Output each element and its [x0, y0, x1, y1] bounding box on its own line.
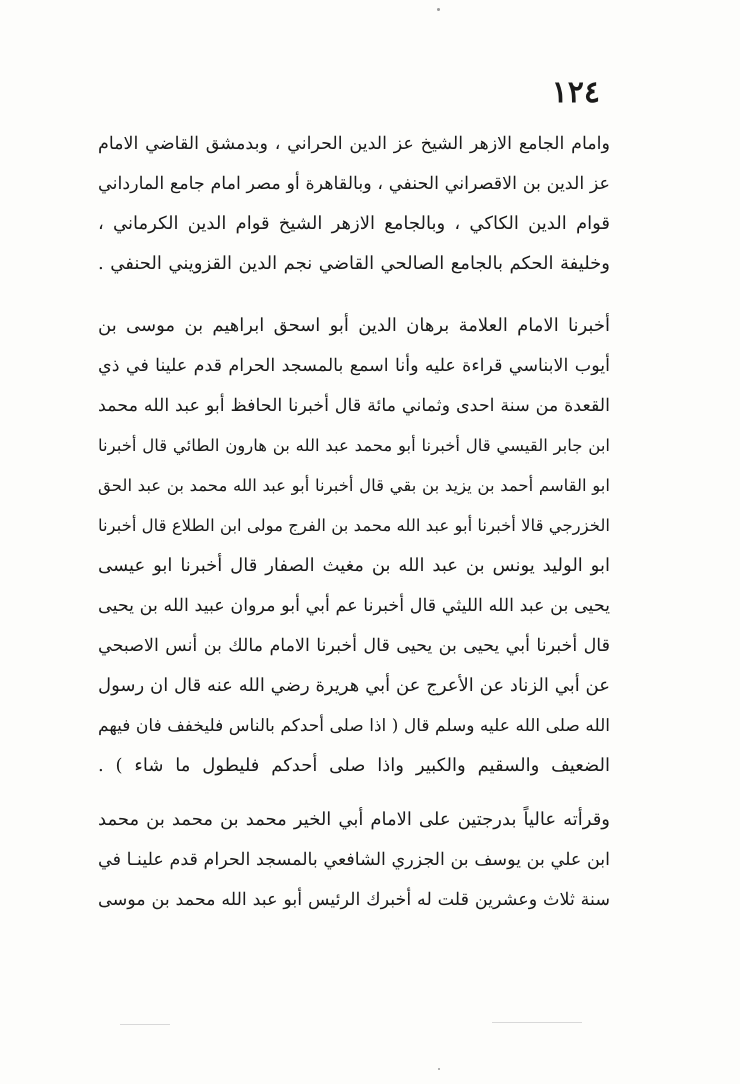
text-line: عز الدين بن الاقصراني الحنفي ، وبالقاهرة أو مصر امام جامع المارداني — [98, 174, 610, 194]
text-line: ابن جابر القيسي قال أخبرنا أبو محمد عبد الله بن هارون الطائي قال أخبرنا — [98, 436, 610, 455]
paragraph — [98, 124, 610, 284]
text-line: يحيى بن عبد الله الليثي قال أخبرنا عم أبي أبو مروان عبيد الله بن يحيى — [98, 596, 610, 616]
text-line: قوام الدين الكاكي ، وبالجامع الازهر الشيخ قوام الدين الكرماني ، — [98, 213, 610, 234]
scan-artifact-line — [120, 1024, 170, 1025]
text-line: وامام الجامع الازهر الشيخ عز الدين الحراني ، وبدمشق القاضي الامام — [98, 134, 610, 154]
text-line: عن أبي الزناد عن الأعرج عن أبي هريرة رضي الله عنه قال ان رسول — [98, 675, 610, 696]
text-line: ابن علي بن يوسف بن الجزري الشافعي بالمسجد الحرام قدم علينـا في — [98, 850, 610, 870]
text-line: سنة ثلاث وعشرين قلت له أخبرك الرئيس أبو عبد الله محمد بن موسى — [98, 890, 610, 910]
text-line: الضعيف والسقيم والكبير واذا صلى أحدكم فليطول ما شاء ) . — [98, 755, 610, 776]
text-line: القعدة من سنة احدى وثماني مائة قال أخبرنا الحافظ أبو عبد الله محمد — [98, 396, 610, 416]
page-number: ١٢٤ — [551, 75, 600, 110]
text-line: الله صلى الله عليه وسلم قال ( اذا صلى أحدكم بالناس فليخفف فان فيهم — [98, 716, 610, 736]
scan-speck — [438, 1068, 440, 1070]
text-line: قال أخبرنا أبي يحيى بن يحيى قال أخبرنا الامام مالك بن أنس الاصبحي — [98, 636, 610, 656]
text-line: الخزرجي قالا أخبرنا أبو عبد الله محمد بن الفرج مولى ابن الطلاع قال أخبرنا — [98, 516, 610, 535]
text-line: ابو الوليد يونس بن عبد الله بن مغيث الصفار قال أخبرنا ابو عيسى — [98, 555, 610, 576]
text-line: أيوب الابناسي قراءة عليه وأنا اسمع بالمسجد الحرام قدم علينا في ذي — [98, 356, 610, 376]
paragraph — [98, 800, 610, 920]
scan-speck — [437, 8, 440, 11]
paragraph — [98, 306, 610, 786]
text-line: ابو القاسم أحمد بن يزيد بن بقي قال أخبرنا أبو عبد الله محمد بن عبد الحق — [98, 476, 610, 495]
text-line: وخليفة الحكم بالجامع الصالحي القاضي نجم الدين القزويني الحنفي . — [98, 253, 610, 274]
text-line: وقرأته عالياً بدرجتين على الامام أبي الخير محمد بن محمد بن محمد — [98, 809, 610, 830]
text-line: أخبرنا الامام العلامة برهان الدين أبو اسحق ابراهيم بن موسى بن — [98, 315, 610, 336]
scan-artifact-line — [492, 1022, 582, 1023]
